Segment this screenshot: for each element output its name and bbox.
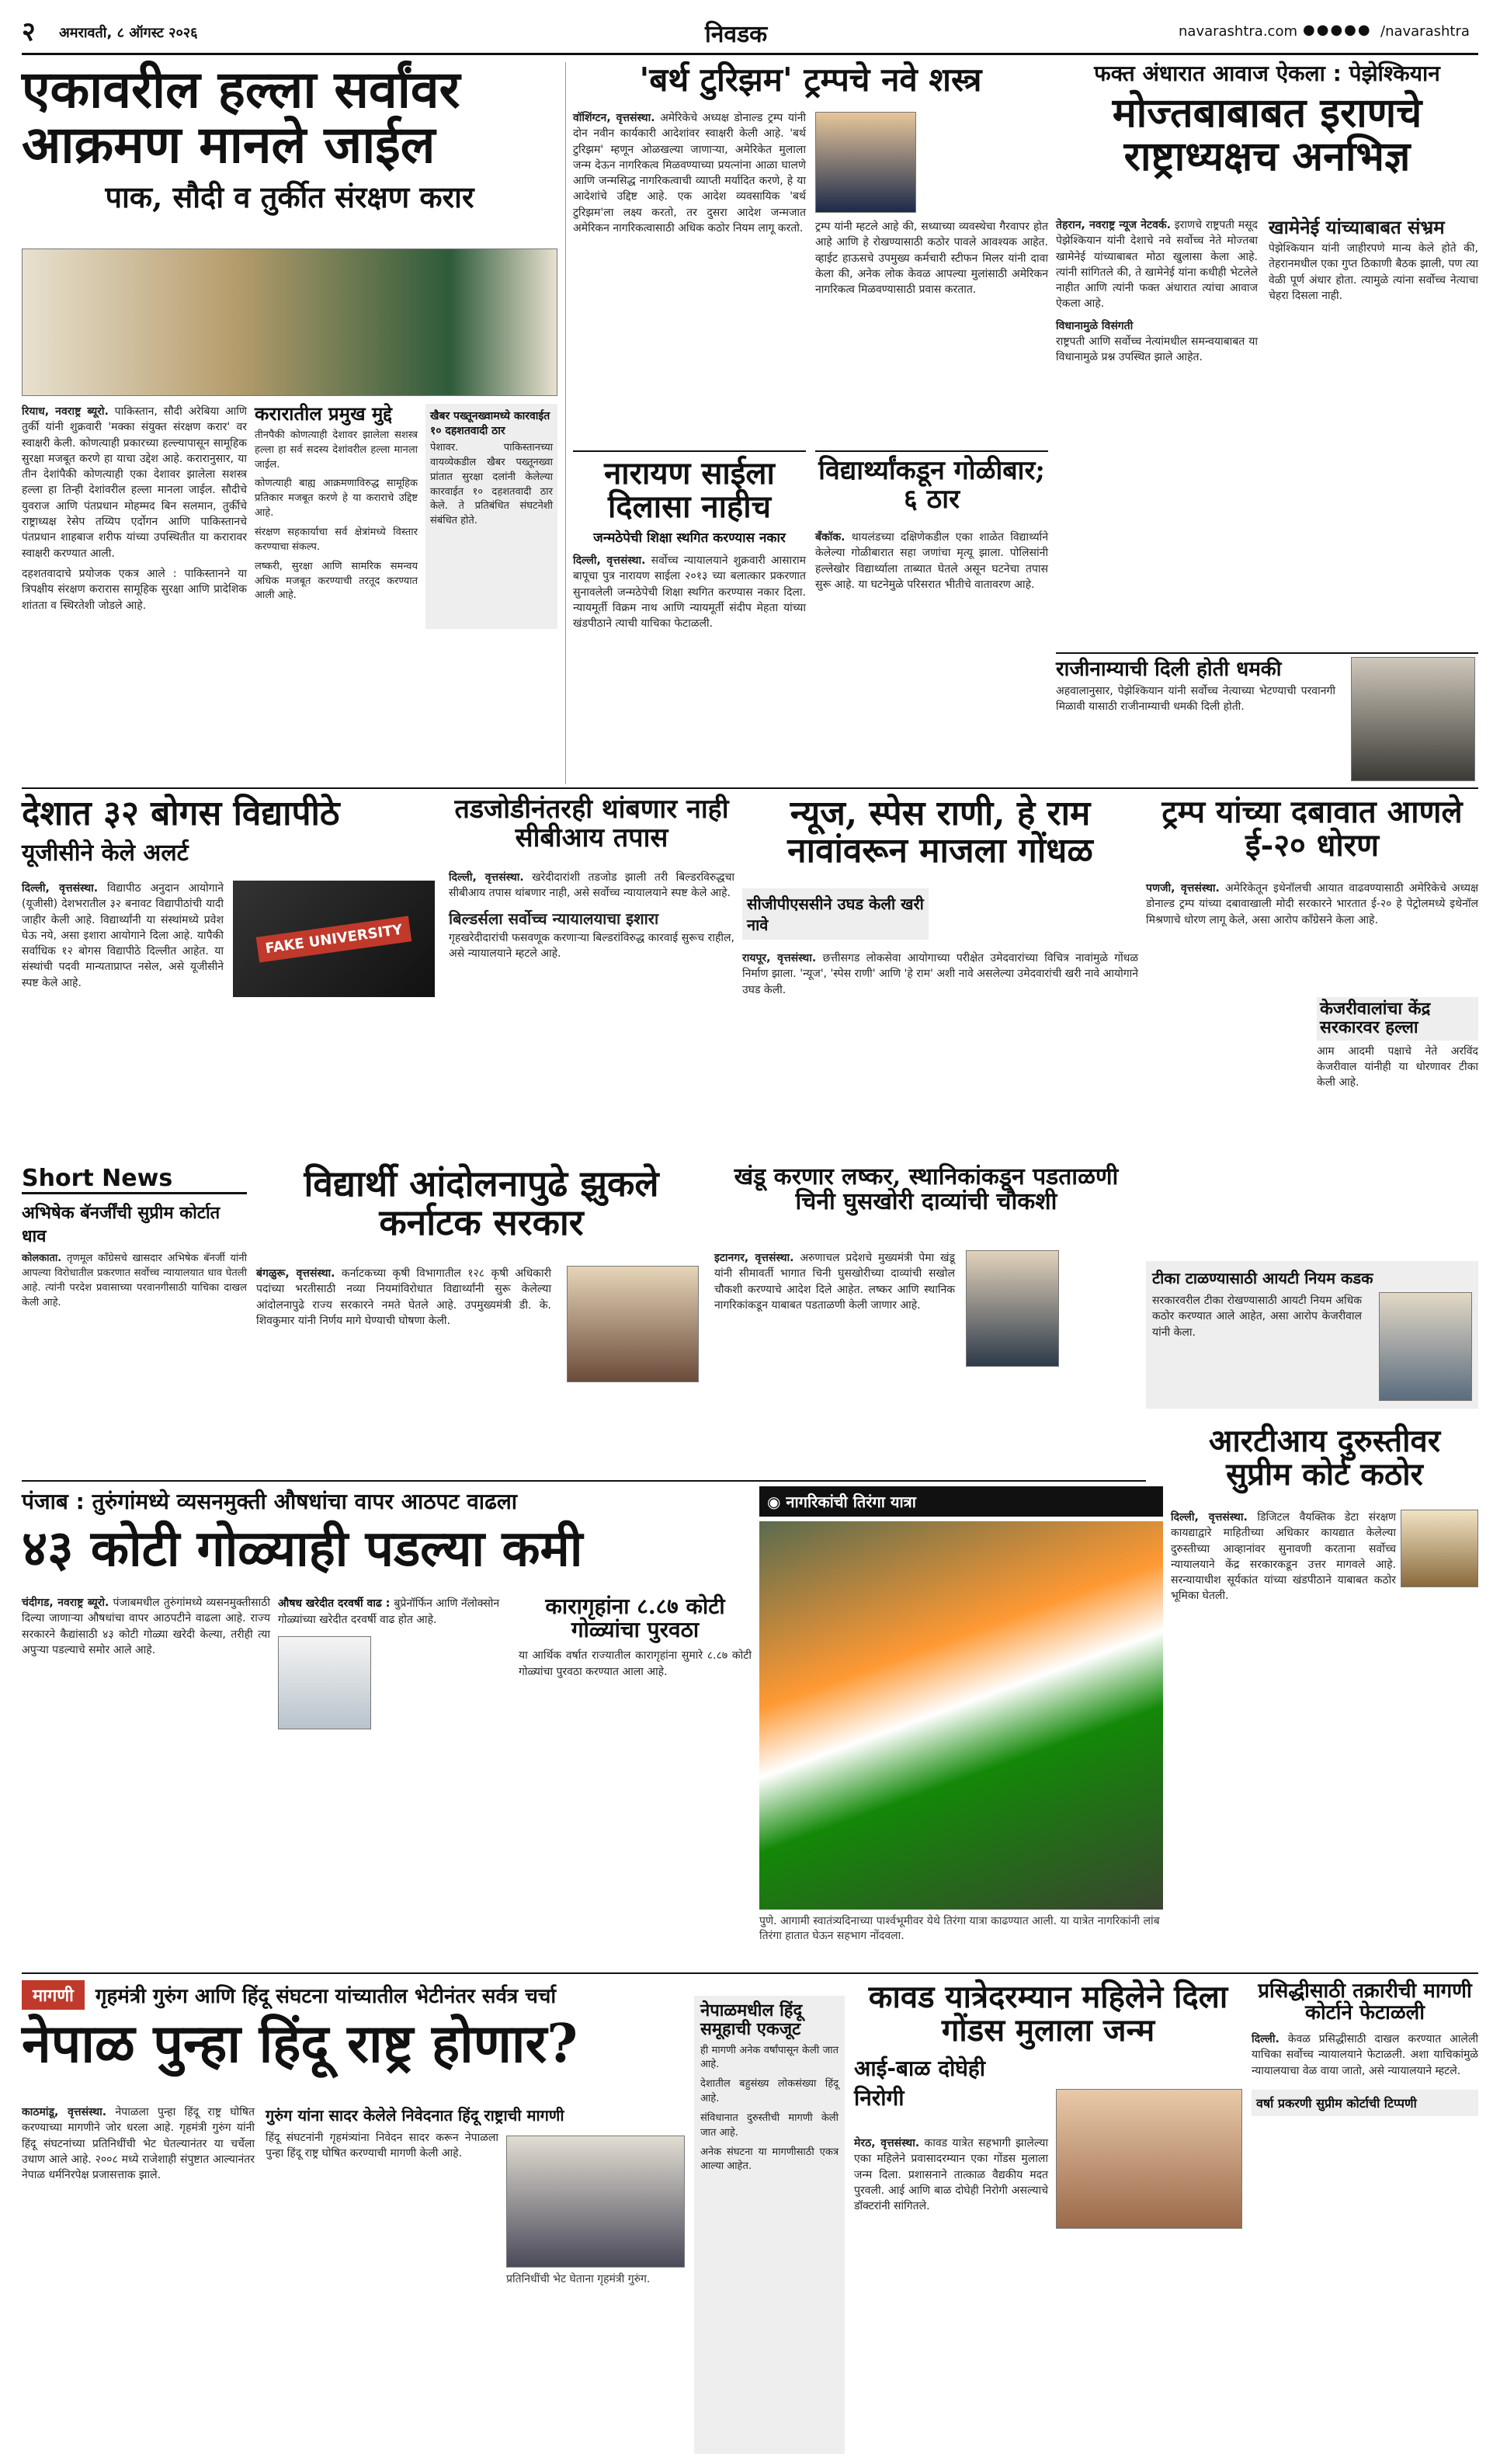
- column-rule: [565, 62, 566, 784]
- story-punjab-jails: [22, 1486, 752, 1968]
- masthead-rule: [22, 53, 1478, 55]
- pezeshkian-photo: [1351, 657, 1475, 781]
- short-news-label: Short News: [22, 1165, 247, 1194]
- side-box: कारागृहांना ८.८७ कोटी गोळ्यांचा पुरवठा या आर्थिक वर्षात राज्यातील कारागृहांना सुमारे ८.८७ कोटी गोळ्यांचा पुरवठा करण्यात आला आहे.: [519, 1593, 752, 1678]
- box-point: तीनपैकी कोणत्याही देशावर झालेला सशस्त्र हल्ला हा सर्व सदस्य देशांवरील हल्ला मानला जाईल.: [255, 429, 418, 471]
- story-body: काठमांडू, वृत्तसंस्था. नेपाळला पुन्हा हिंदू राष्ट्र घोषित करण्याच्या मागणीने जोर धरला आहे. गृहमंत्री गुरुंग यांनी हिंदू संघटनांच्या प्रतिनिधींची भेट घेतल्यानंतर या चर्चेला उधाण आले आहे. २००८ मध्ये राजेशाही संपुष्टात आल्यानंतर नेपाळ धर्मनिरपेक्ष प्रजासत्ताक झाले.: [22, 2106, 255, 2182]
- side-body: पेशावर. पाकिस्तानच्या वायव्येकडील खैबर पख्तूनख्वा प्रांतात सुरक्षा दलांनी केलेल्या कारवाईत १० दहशतवादी ठार केले. ते प्रतिबंधित संघटनेशी संबंधित होते.: [430, 442, 553, 527]
- kicker: पंजाब : तुरुंगांमध्ये व्यसनमुक्ती औषधांचा वापर आठपट वाढला: [22, 1489, 518, 1514]
- instagram-icon[interactable]: ●: [1316, 22, 1331, 38]
- headline: ४३ कोटी गोळ्याही पडल्या कमी: [22, 1520, 583, 1578]
- summit-photo: [22, 248, 557, 396]
- side-point: ही मागणी अनेक वर्षांपासून केली जात आहे.: [700, 2044, 839, 2071]
- category-tag: मागणी: [22, 1980, 85, 2010]
- story-body: वॉशिंग्टन, वृत्तसंस्था. अमेरिकेचे अध्यक्ष डोनाल्ड ट्रम्प यांनी दोन नवीन कार्यकारी आदेशांवर स्वाक्षरी केली आहे. 'बर्थ टुरिझम' म्हणून ओळखल्या जाणाऱ्या, अमेरिकेत मुलाला जन्म देऊन नागरिकत्व मिळवण्याच्या प्रयत्नांना आळा घालणे आणि जन्मसिद्ध नागरिकत्वाची व्याप्ती मर्यादित करणे, हे या आदेशांचे उद्दिष्ट आहे. एक आदेश व्यवसायिक 'बर्थ टुरिझम'ला लक्ष्य करतो, तर दुसरा आदेश जन्मजात अमेरिकन नागरिकत्वासाठी अधिक कठोर नियम लागू करतो.: [573, 112, 806, 235]
- inner-story: गुरुंग यांना सादर केलेले निवेदनात हिंदू राष्ट्राची मागणी हिंदू संघटनांनी गृहमंत्र्यांना निवेदन सादर करून नेपाळला पुन्हा हिंदू राष्ट्र घोषित करण्याची मागणी केली आहे. प्रतिनिधींची भेट घेताना गृहमंत्री गुरुंग.: [266, 2104, 685, 2162]
- story-e20-policy: [1146, 795, 1478, 1416]
- facebook-icon[interactable]: ●: [1303, 22, 1317, 38]
- headline: विद्यार्थ्यांकडून गोळीबार; ६ ठार: [818, 455, 1045, 515]
- section-title: निवडक: [705, 21, 768, 48]
- box-title: करारातील प्रमुख मुद्दे: [255, 402, 392, 425]
- headline: प्रसिद्धीसाठी तक्रारीची मागणी कोर्टाने फेटाळली: [1258, 1979, 1472, 2025]
- tiranga-photo: [759, 1521, 1163, 1910]
- section-rule: [22, 1480, 1146, 1482]
- story-kavad-birth: [854, 1980, 1242, 2454]
- side-title: वर्षा प्रकरणी सुप्रीम कोर्टाची टिप्पणी: [1252, 2090, 1478, 2116]
- headline: मोज्तबाबाबत इराणचे राष्ट्राध्यक्षच अनभिज्ञ: [1112, 89, 1422, 181]
- social-handle[interactable]: /navarashtra: [1380, 23, 1470, 40]
- story-publicity-petition: प्रसिद्धीसाठी तक्रारीची मागणी कोर्टाने फेटाळली दिल्ली. केवळ प्रसिद्धीसाठी दाखल करण्यात आलेली याचिका सर्वोच्च न्यायालयाने फेटाळली. अशा याचिकांमुळे न्यायालयाचा वेळ वाया जातो, असे न्यायालयाने म्हटले. वर्षा प्रकरणी सुप्रीम कोर्टाची टिप्पणी: [1252, 1980, 1478, 2454]
- side-box: केजरीवालांचा केंद्र सरकारवर हल्ला आम आदमी पक्षाचे नेते अरविंद केजरीवाल यांनीही या धोरणावर टीका केली आहे.: [1317, 999, 1478, 1090]
- kejriwal-photo: [1379, 1292, 1472, 1401]
- section-rule: [22, 787, 1478, 789]
- headline: नेपाळ पुन्हा हिंदू राष्ट्र होणार?: [22, 2013, 578, 2075]
- story-cbi-probe: [449, 795, 734, 1160]
- story-narayan-sai: [573, 450, 806, 784]
- headline: खंडू करणार लष्कर, स्थानिकांकडून पडताळणी चिनी घुसखोरी दाव्यांची चौकशी: [734, 1163, 1119, 1216]
- pill-box: औषध खरेदीत दरवर्षी वाढ : बुप्रेनॉर्फिन आणि नॅलोक्सोन गोळ्यांच्या खरेदीत दरवर्षी वाढ होत आहे.: [278, 1595, 511, 1729]
- short-news-title: अभिषेक बॅनर्जींची सुप्रीम कोर्टात धाव: [22, 1204, 220, 1246]
- social-icons[interactable]: [1303, 22, 1372, 38]
- headline: न्यूज, स्पेस राणी, हे राम नावांवरून माजला गोंधळ: [787, 794, 1093, 871]
- supreme-court-icon: [1401, 1510, 1478, 1587]
- whatsapp-icon[interactable]: ●: [1357, 22, 1372, 38]
- story-body: दिल्ली, वृत्तसंस्था. खरेदीदारांशी तडजोड झाली तरी बिल्डरविरुद्धचा सीबीआय तपास थांबणार नाही, असे सर्वोच्च न्यायालयाने स्पष्ट केले आहे. बिल्डर्सला सर्वोच्च न्यायालयाचा इशारा गृहखरेदीदारांची फसवणूक करणाऱ्या बिल्डरांविरुद्ध कारवाई सुरूच राहील, असे न्यायालयाने म्हटले आहे.: [449, 871, 734, 960]
- story-body-2: ट्रम्प यांनी म्हटले आहे की, सध्याच्या व्यवस्थेचा गैरवापर होत आहे आणि हे रोखण्यासाठी कठोर पावले आवश्यक आहेत. व्हाईट हाऊसचे उपमुख्य कर्मचारी स्टीफन मिलर यांनी दावा केला की, अनेक लोक केवळ आपल्या मुलांसाठी अमेरिकन नागरिकत्व मिळवण्यासाठी प्रवास करतात.: [815, 221, 1048, 297]
- side-point: संविधानात दुरुस्तीची मागणी केली जात आहे.: [700, 2111, 839, 2139]
- subhead: आई-बाळ दोघेही निरोगी: [854, 2056, 986, 2111]
- key-points-box: [255, 404, 418, 603]
- headline: 'बर्थ टुरिझम' ट्रम्पचे नवे शस्त्र: [639, 61, 982, 99]
- story-body: दिल्ली, वृत्तसंस्था. सर्वोच्च न्यायालयाने शुक्रवारी आसाराम बापूचा पुत्र नारायण साईला २०१३ च्या बलात्कार प्रकरणात सुनावलेली जन्मठेपेची शिक्षा स्थगित करण्यास नकार दिला. न्यायमूर्ती विक्रम नाथ आणि न्यायमूर्ती संदीप मेहता यांच्या खंडपीठाने त्याची याचिका फेटाळली.: [573, 554, 806, 631]
- photo-label: ◉ नागरिकांची तिरंगा यात्रा: [759, 1486, 1163, 1517]
- story-cgpsc-names: [742, 795, 1138, 1160]
- issue-date: अमरावती, ८ ऑगस्ट २०२६: [59, 25, 198, 41]
- photo-caption: पुणे. आगामी स्वातंत्र्यदिनाच्या पार्श्वभूमीवर येथे तिरंगा यात्रा काढण्यात आली. या यात्रेत नागरिकांनी लांब तिरंगा हातात घेऊन सहभाग नोंदवला.: [759, 1915, 1160, 1942]
- story-birth-tourism: [573, 62, 1048, 450]
- subhead: पाक, सौदी व तुर्कीत संरक्षण करार: [105, 179, 474, 214]
- side-point: अनेक संघटना या मागणीसाठी एकत्र आल्या आहेत.: [700, 2146, 839, 2173]
- story-body: दिल्ली, वृत्तसंस्था. विद्यापीठ अनुदान आयोगाने (यूजीसी) देशभरातील ३२ बनावट विद्यापीठांची यादी जाहीर केली आहे. विद्यार्थ्यांनी या संस्थांमध्ये प्रवेश घेऊ नये, असा इशारा आयोगाने दिला आहे. यापैकी सर्वाधिक १२ बोगस विद्यापीठे दिल्लीत आहेत. या संस्थांची पदवी मान्यताप्राप्त नसेल, असे यूजीसीने स्पष्ट केले आहे.: [22, 882, 224, 989]
- side-box: खामेनेई यांच्याबाबत संभ्रम पेझेश्कियान यांनी जाहीरपणे मान्य केले होते की, तेहरानमधील एका गुप्त ठिकाणी बैठक झाली, पण त्या वेळी पूर्ण अंधार होता. त्यामुळे त्यांना सर्वोच्च नेत्याचा चेहरा दिसला नाही.: [1269, 216, 1478, 302]
- side-title: खैबर पख्तूनख्वामध्ये कारवाईत १० दहशतवादी ठार: [430, 410, 550, 437]
- headline: नारायण साईला दिलासा नाहीच: [604, 455, 775, 526]
- medicine-photo: [278, 1636, 371, 1729]
- site-url[interactable]: navarashtra.com: [1179, 23, 1297, 40]
- trump-photo: [815, 112, 916, 213]
- photo-feature-tiranga: [759, 1486, 1163, 1968]
- gurung-meeting-photo: [506, 2136, 685, 2268]
- x-icon[interactable]: ●: [1330, 22, 1345, 38]
- kicker: गृहमंत्री गुरुंग आणि हिंदू संघटना यांच्यातील भेटीनंतर सर्वत्र चर्चा: [95, 1985, 557, 2008]
- section-rule: [22, 1972, 1478, 1974]
- headline: ट्रम्प यांच्या दबावात आणले ई-२० धोरण: [1161, 794, 1463, 864]
- subhead: यूजीसीने केले अलर्ट: [22, 839, 189, 867]
- story-fake-universities: [22, 795, 441, 1160]
- kicker: फक्त अंधारात आवाज ऐकला : पेझेश्कियान: [1094, 61, 1440, 86]
- story-nepal: [22, 1980, 845, 2454]
- story-bangkok-shooting: [815, 450, 1048, 784]
- story-body: पणजी, वृत्तसंस्था. अमेरिकेतून इथेनॉलची आयात वाढवण्यासाठी अमेरिकेचे अध्यक्ष डोनाल्ड ट्रम्प यांच्या दबावाखाली मोदी सरकारने भारतात ई-२० हे पेट्रोलमध्ये इथेनॉल मिश्रणाचे धोरण लागू केले, असा आरोप काँग्रेसने केला आहे.: [1146, 882, 1479, 926]
- story-defence-pact: [22, 59, 557, 784]
- shivakumar-photo: [567, 1266, 699, 1382]
- side-box: नेपाळमधील हिंदू समूहाची एकजूट ही मागणी अनेक वर्षांपासून केली जात आहे. देशातील बहुसंख्य लोकसंख्या हिंदू आहे. संविधानात दुरुस्तीची मागणी केली जात आहे. अनेक संघटना या मागणीसाठी एकत्र आल्या आहेत.: [694, 1996, 845, 2454]
- story-iran: [1056, 62, 1478, 784]
- quote-box: राजीनाम्याची दिली होती धमकी अहवालानुसार, पेझेश्कियान यांनी सर्वोच्च नेत्याच्या भेटण्याची परवानगी मिळावी यासाठी राजीनाम्याची धमकी दिली होती.: [1056, 652, 1478, 784]
- it-rules-box: टीका टाळण्यासाठी आयटी नियम कडक सरकारवरील टीका रोखण्यासाठी आयटी नियम अधिक कठोर करण्यात आले आहेत, असा आरोप केजरीवाल यांनी केला.: [1146, 1261, 1478, 1409]
- story-karnataka-protest: [256, 1162, 707, 1475]
- headline: आरटीआय दुरुस्तीवर सुप्रीम कोर्ट कठोर: [1208, 1423, 1441, 1493]
- side-box: [425, 404, 557, 629]
- headline: एकावरील हल्ला सर्वांवर आक्रमण मानले जाईल: [22, 59, 460, 176]
- mother-baby-photo: [1056, 2089, 1242, 2229]
- story-rti: [1171, 1424, 1478, 1968]
- story-body: इटानगर, वृत्तसंस्था. अरुणाचल प्रदेशचे मुख्यमंत्री पेमा खंडू यांनी सीमावर्ती भागात चिनी घुसखोरीच्या दाव्यांची सखोल चौकशी करण्याचे आदेश दिले आहेत. लष्कर आणि स्थानिक नागरिकांकडून याबाबत पडताळणी केली जाणार आहे.: [714, 1252, 956, 1312]
- box-point: कोणत्याही बाह्य आक्रमणाविरुद्ध सामूहिक प्रतिकार मजबूत करणे हे या कराराचे उद्दिष्ट आहे.: [255, 478, 418, 520]
- khandu-photo: [966, 1250, 1059, 1367]
- fake-university-photo: FAKE UNIVERSITY: [233, 881, 435, 997]
- headline: देशात ३२ बोगस विद्यापीठे: [22, 794, 340, 833]
- headline: तडजोडीनंतरही थांबणार नाही सीबीआय तपास: [454, 794, 729, 853]
- masthead: [22, 11, 1478, 51]
- headline: विद्यार्थी आंदोलनापुढे झुकले कर्नाटक सरकार: [304, 1162, 659, 1243]
- headline: कावड यात्रेदरम्यान महिलेने दिला गोंडस मुलाला जन्म: [868, 1979, 1228, 2049]
- story-body: दिल्ली, वृत्तसंस्था. डिजिटल वैयक्तिक डेटा संरक्षण कायद्याद्वारे माहितीच्या अधिकार कायद्यात केलेल्या दुरुस्तीच्या आव्हानांवर सुनावणी करताना सर्वोच्च न्यायालयाने केंद्र सरकारकडून उत्तर मागवले आहे. सरन्यायाधीश सूर्यकांत यांच्या खंडपीठाने याबाबत कठोर भूमिका घेतली.: [1171, 1511, 1396, 1603]
- side-title-box: सीजीपीएससीने उघड केली खरी नावे: [742, 888, 929, 940]
- youtube-icon[interactable]: ●: [1344, 22, 1358, 38]
- story-body: बँकॉक. थायलंडच्या दक्षिणेकडील एका शाळेत विद्यार्थ्याने केलेल्या गोळीबारात सहा जणांचा मृत्यू झाला. पोलिसांनी हल्लेखोर विद्यार्थ्याला ताब्यात घेतले असून घटनेचा तपास सुरू आहे. या घटनेमुळे परिसरात भीतीचे वातावरण आहे.: [815, 531, 1049, 591]
- story-body: बंगळुरू, वृत्तसंस्था. कर्नाटकच्या कृषी विभागातील १२८ कृषी अधिकारी पदांच्या भरतीसाठी नव्या नियमांविरोधात विद्यार्थ्यांनी सुरू केलेल्या आंदोलनापुढे राज्य सरकारने नमते घेतले आहे. उपमुख्यमंत्री डी. के. शिवकुमार यांनी निर्णय मागे घेण्याची घोषणा केली.: [256, 1267, 551, 1327]
- story-arunachal: [714, 1165, 1138, 1475]
- subhead: जन्मठेपेची शिक्षा स्थगित करण्यास नकार: [593, 530, 786, 547]
- story-body: चंदीगड, नवराष्ट्र ब्यूरो. पंजाबमधील तुरुंगांमध्ये व्यसनमुक्तीसाठी दिल्या जाणाऱ्या औषधांचा वापर आठपटीने वाढला आहे. राज्य सरकारने कैद्यांसाठी ४३ कोटी गोळ्या खरेदी केल्या, तरीही त्या अपुऱ्या पडल्याचे समोर आले आहे.: [22, 1597, 271, 1656]
- story-body: तेहरान, नवराष्ट्र न्यूज नेटवर्क. इराणचे राष्ट्रपती मसूद पेझेश्कियान यांनी देशाचे नवे सर्वोच्च नेते मोज्तबा खामेनेई यांच्याबाबत मोठा खुलासा केला आहे. त्यांनी सांगितले की, ते खामेनेई यांना कधीही भेटलेले नाहीत आणि त्यांनी फक्त अंधारात त्यांचा आवाज ऐकला आहे. विधानामुळे विसंगती राष्ट्रपती आणि सर्वोच्च नेत्यांमधील समन्वयाबाबत या विधानामुळे प्रश्न उपस्थित झाले आहेत.: [1056, 219, 1258, 364]
- story-body: मेरठ, वृत्तसंस्था. कावड यात्रेत सहभागी झालेल्या एका महिलेने प्रवासादरम्यान एका गोंडस मुलाला जन्म दिला. प्रशासनाने तात्काळ वैद्यकीय मदत पुरवली. आई आणि बाळ दोघेही निरोगी असल्याचे डॉक्टरांनी सांगितले.: [854, 2137, 1049, 2213]
- story-body: रियाध, नवराष्ट्र ब्यूरो. पाकिस्तान, सौदी अरेबिया आणि तुर्की यांनी शुक्रवारी 'मक्का संयुक्त संरक्षण करार' वर स्वाक्षरी केली. कोणत्याही प्रकारच्या हल्ल्यापासून सामूहिक सुरक्षा मजबूत करणे हा याचा उद्देश आहे. करारानुसार, या तीन देशांपैकी कोणत्याही एका देशावर झालेला सशस्त्र हल्ला हा तिन्ही देशांवरील हल्ला मानला जाईल. सौदीचे युवराज आणि पंतप्रधान मोहम्मद बिन सलमान, तुर्कीचे राष्ट्राध्यक्ष रेसेप तय्यिप एर्दोगन आणि पाकिस्तानचे पंतप्रधान शाहबाज शरीफ यांच्या उपस्थितीत या करारावर स्वाक्षरी करण्यात आली. दहशतवादाचे प्रयोजक एकत्र आले : पाकिस्तानने या त्रिपक्षीय संरक्षण करारास सामूहिक सुरक्षा आणि प्रादेशिक शांतता व स्थिरतेशी जोडले आहे.: [22, 405, 248, 612]
- photo-caption: प्रतिनिधींची भेट घेताना गृहमंत्री गुरुंग.: [506, 2273, 651, 2285]
- story-body: रायपूर, वृत्तसंस्था. छत्तीसगड लोकसेवा आयोगाच्या परीक्षेत उमेदवारांच्या विचित्र नावांमुळे गोंधळ निर्माण झाला. 'न्यूज', 'स्पेस राणी' आणि 'हे राम' अशी नावे असलेल्या उमेदवारांची खरी नावे आयोगाने उघड केली.: [742, 952, 1139, 996]
- page-number: २: [22, 16, 36, 47]
- camera-icon: ◉: [767, 1493, 786, 1511]
- box-point: संरक्षण सहकार्याचा सर्व क्षेत्रांमध्ये विस्तार करण्याचा संकल्प.: [255, 526, 418, 553]
- side-point: देशातील बहुसंख्य लोकसंख्या हिंदू आहे.: [700, 2078, 839, 2105]
- box-point: लष्करी, सुरक्षा आणि सामरिक समन्वय अधिक मजबूत करण्याची तरतूद करण्यात आली आहे.: [255, 560, 418, 602]
- short-news: Short News अभिषेक बॅनर्जींची सुप्रीम कोर्टात धाव कोलकाता. तृणमूल काँग्रेसचे खासदार अभिषेक बॅनर्जी यांनी आपल्या विरोधातील प्रकरणात सर्वोच्च न्यायालयात धाव घेतली आहे. त्यांनी परदेश प्रवासाच्या परवानगीसाठी याचिका दाखल केली आहे.: [22, 1165, 247, 1308]
